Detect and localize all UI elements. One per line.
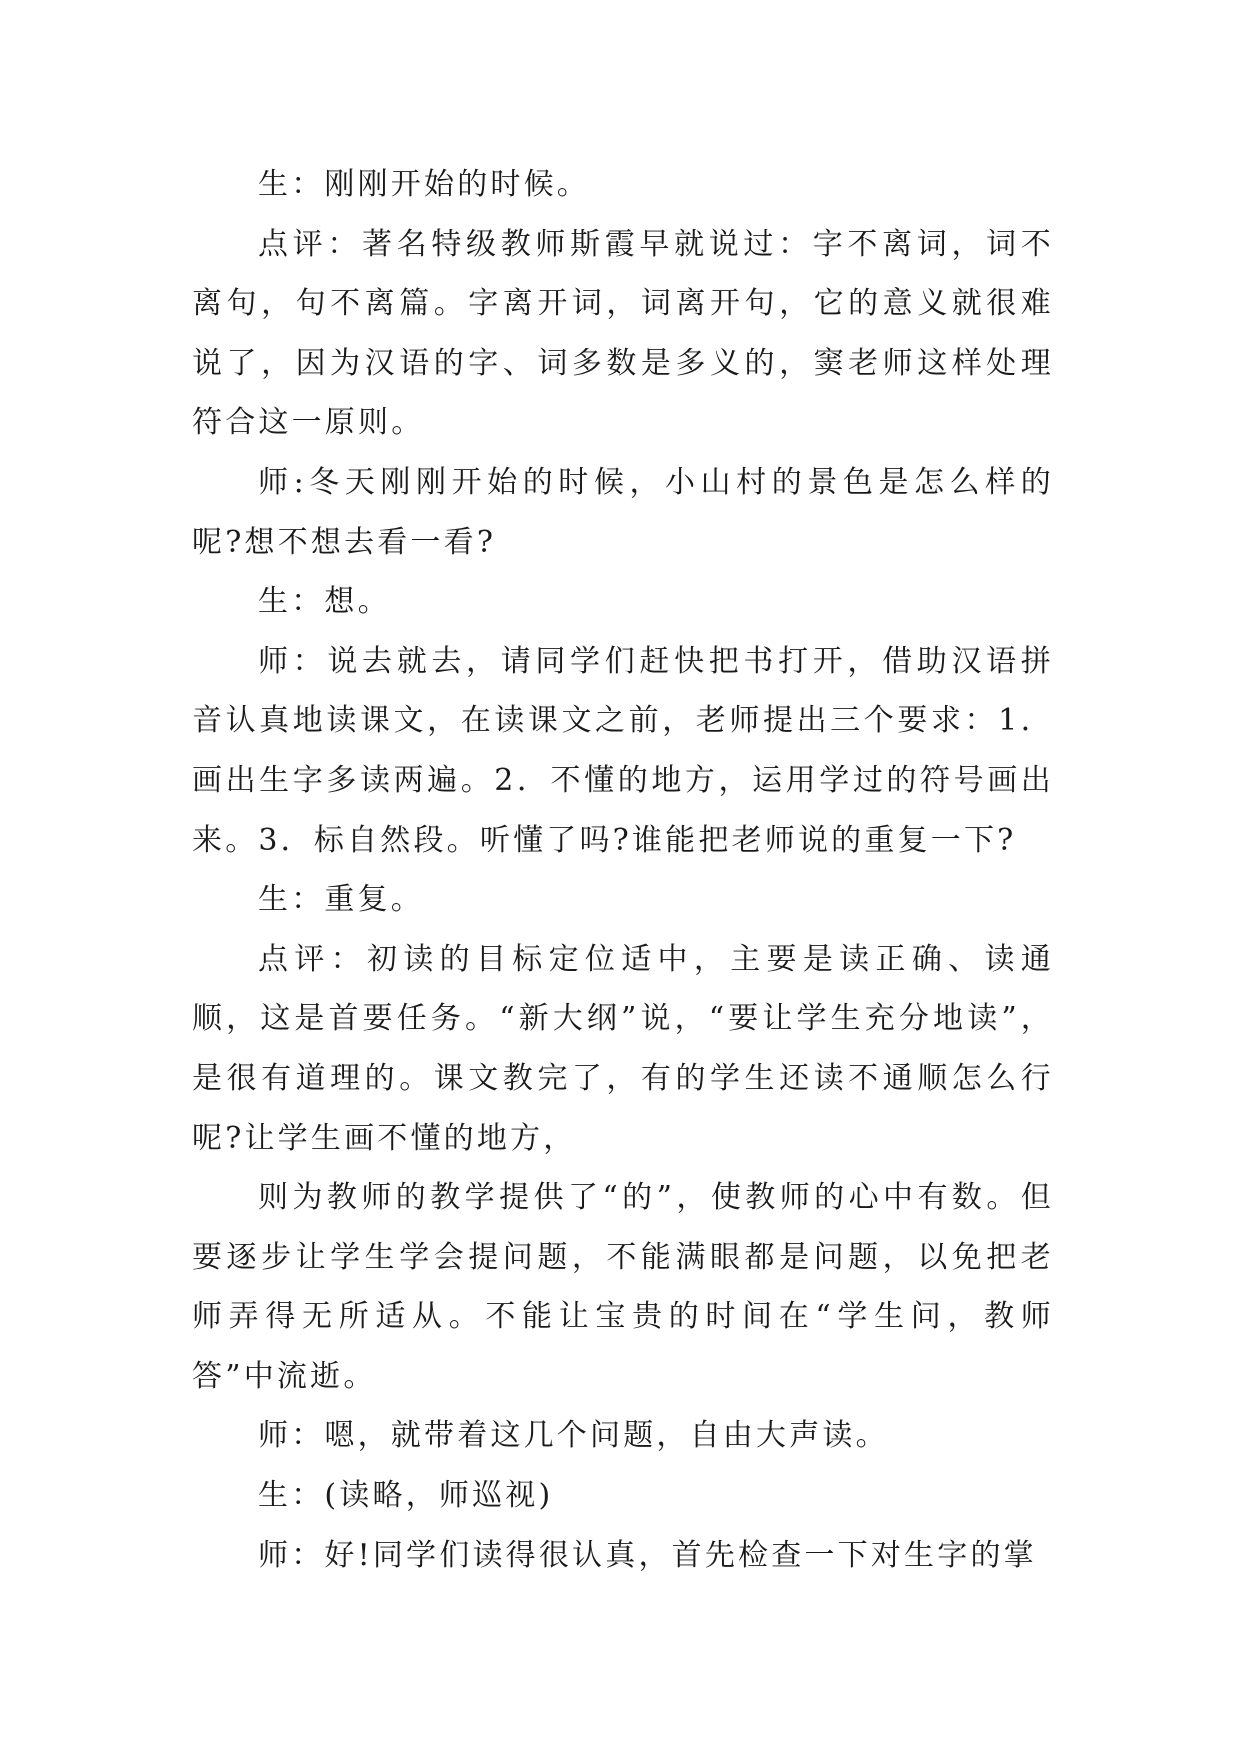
paragraph: 师：嗯，就带着这几个问题，自由大声读。	[258, 1418, 889, 1454]
paragraph: 生：(读略，师巡视)	[258, 1478, 554, 1514]
paragraph: 则为教师的教学提供了“的”，使教师的心中有数。但要逐步让学生学会提问题，不能满眼都是问题，以免把老师弄得无所适从。不能让宝贵的时间在“学生问，教师答”中流逝。	[192, 1180, 1054, 1394]
paragraph: 师:冬天刚刚开始的时候，小山村的景色是怎么样的呢?想不想去看一看?	[192, 464, 1054, 560]
paragraph: 点评：初读的目标定位适中，主要是读正确、读通顺，这是首要任务。“新大纲”说，“要让学生充分地读”，是很有道理的。课文教完了，有的学生还读不通顺怎么行呢?让学生画不懂的地方，	[192, 941, 1054, 1156]
paragraph: 生：想。	[258, 584, 391, 620]
paragraph: 师：好!同学们读得很认真，首先检查一下对生字的掌	[258, 1537, 1037, 1573]
paragraph: 师：说去就去，请同学们赶快把书打开，借助汉语拼音认真地读课文，在读课文之前，老师提出三个要求：1．画出生字多读两遍。2．不懂的地方，运用学过的符号画出来。3．标自然段。听懂了吗?谁能把老师说的重复一下?	[192, 643, 1054, 858]
document-body	[192, 155, 1054, 1585]
paragraph: 点评：著名特级教师斯霞早就说过：字不离词，词不离句，句不离篇。字离开词，词离开句，它的意义就很难说了，因为汉语的字、词多数是多义的，窦老师这样处理符合这一原则。	[192, 226, 1054, 441]
paragraph: 生：刚刚开始的时候。	[258, 167, 590, 202]
paragraph: 生：重复。	[258, 882, 424, 918]
